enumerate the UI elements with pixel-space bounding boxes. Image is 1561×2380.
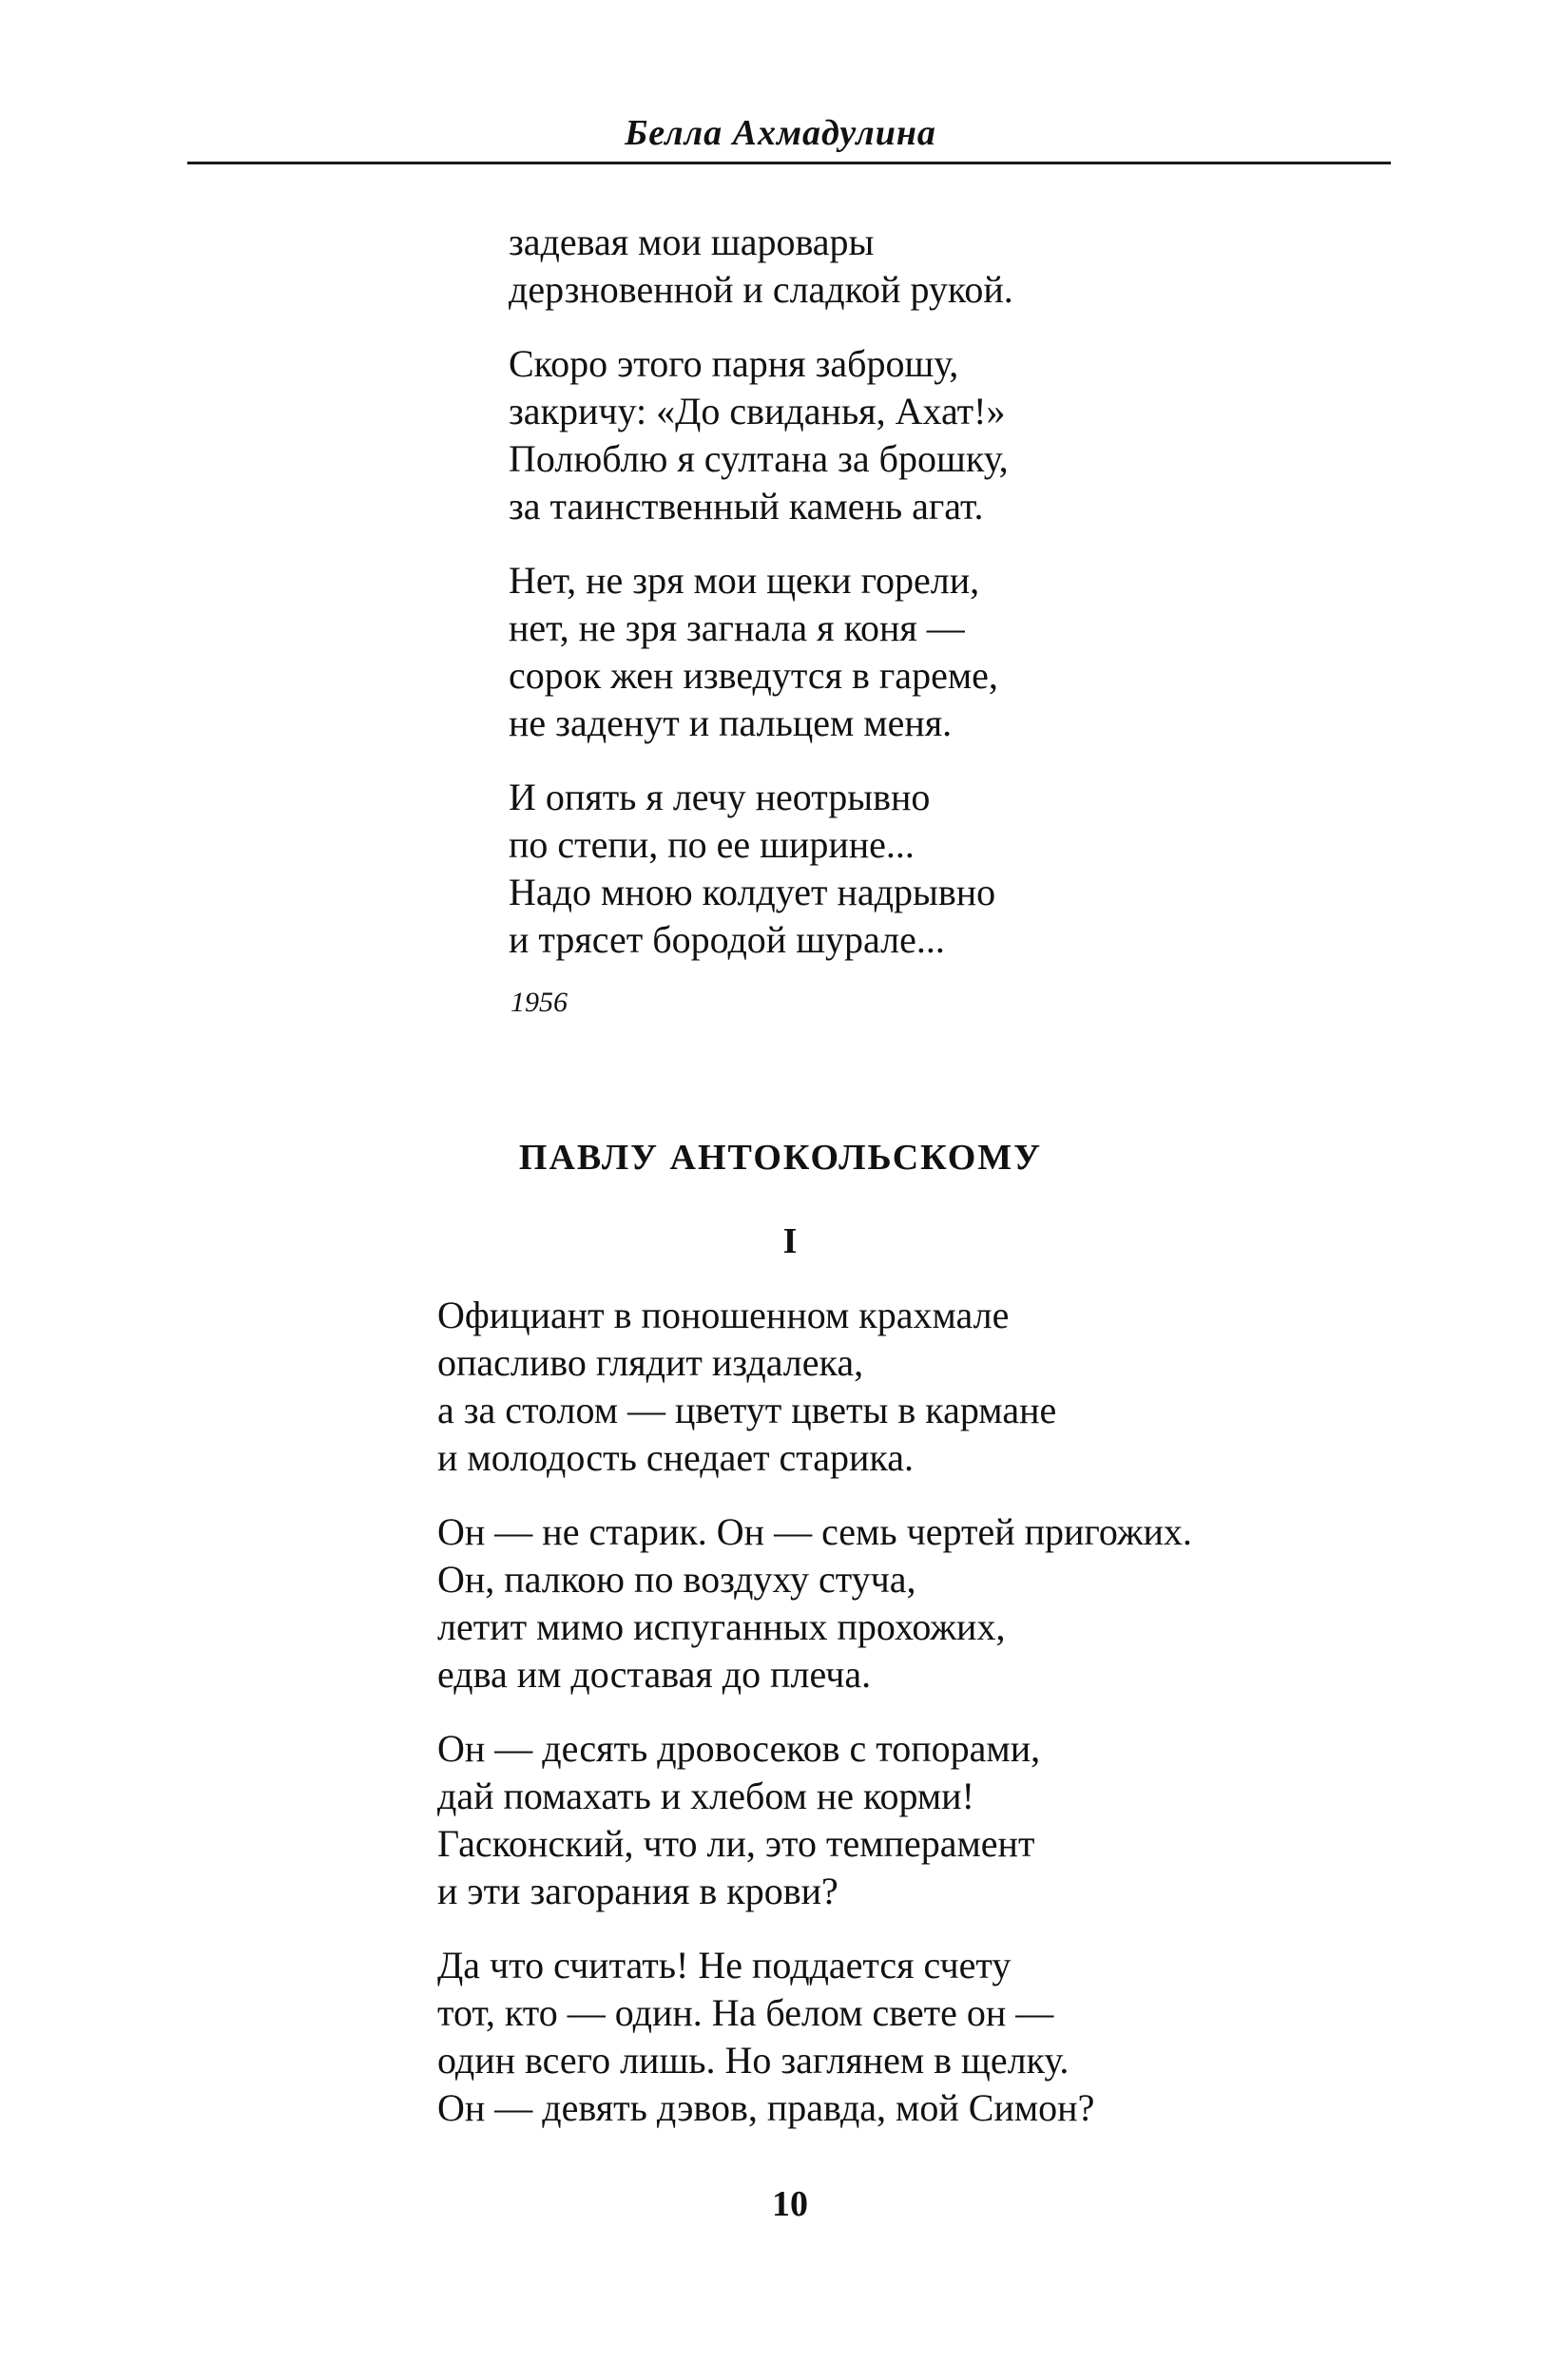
verse-line: летит мимо испуганных прохожих, xyxy=(437,1605,1006,1648)
verse-line: Он — не старик. Он — семь чертей пригожих. xyxy=(437,1510,1192,1553)
verse-line: и молодость снедает старика. xyxy=(437,1436,915,1479)
verse-line: Гасконский, что ли, это темперамент xyxy=(437,1822,1035,1865)
poem-body xyxy=(437,1292,1192,2159)
verse-line: дерзновенной и сладкой рукой. xyxy=(509,268,1013,311)
poem-continuation xyxy=(509,219,1013,990)
verse-line: Он — десять дровосеков с топорами, xyxy=(437,1727,1041,1770)
running-head: Белла Ахмадулина xyxy=(625,113,936,153)
verse-line: едва им доставая до плеча. xyxy=(437,1653,872,1696)
verse-line: за таинственный камень агат. xyxy=(509,485,984,528)
section-number: I xyxy=(782,1221,798,1261)
verse-line: и эти загорания в крови? xyxy=(437,1870,838,1912)
verse-line: Полюблю я султана за брошку, xyxy=(509,437,1009,480)
verse-line: Надо мною колдует надрывно xyxy=(509,871,996,913)
stanza xyxy=(509,774,1013,964)
stanza xyxy=(509,219,1013,314)
verse-line: сорок жен изведутся в гареме, xyxy=(509,654,998,697)
verse-line: Он — девять дэвов, правда, мой Симон? xyxy=(437,2086,1095,2129)
stanza xyxy=(509,340,1013,530)
verse-line: И опять я лечу неотрывно xyxy=(509,776,931,818)
stanza xyxy=(437,1725,1192,1915)
stanza xyxy=(437,1942,1192,2132)
header-rule xyxy=(187,162,1391,164)
verse-line: задевая мои шаровары xyxy=(509,221,875,263)
stanza xyxy=(437,1292,1192,1482)
poem-title: ПАВЛУ АНТОКОЛЬСКОМУ xyxy=(518,1138,1043,1178)
verse-line: тот, кто — один. На белом свете он — xyxy=(437,1991,1054,2034)
verse-line: а за столом — цветут цветы в кармане xyxy=(437,1389,1057,1431)
stanza xyxy=(509,557,1013,747)
verse-line: Он, палкою по воздуху стуча, xyxy=(437,1558,916,1601)
page-number: 10 xyxy=(772,2184,808,2224)
verse-line: Скоро этого парня заброшу, xyxy=(509,342,959,385)
verse-line: закричу: «До свиданья, Ахат!» xyxy=(509,390,1006,432)
verse-line: и трясет бородой шурале... xyxy=(509,918,945,961)
verse-line: Нет, не зря мои щеки горели, xyxy=(509,559,980,602)
poem-date: 1956 xyxy=(511,987,568,1018)
stanza xyxy=(437,1508,1192,1699)
verse-line: дай помахать и хлебом не корми! xyxy=(437,1775,974,1817)
verse-line: опасливо глядит издалека, xyxy=(437,1341,864,1384)
verse-line: нет, не зря загнала я коня — xyxy=(509,606,965,649)
verse-line: Официант в поношенном крахмале xyxy=(437,1294,1010,1336)
verse-line: не заденут и пальцем меня. xyxy=(509,701,953,744)
verse-line: один всего лишь. Но заглянем в щелку. xyxy=(437,2039,1070,2082)
verse-line: по степи, по ее ширине... xyxy=(509,823,915,866)
verse-line: Да что считать! Не поддается счету xyxy=(437,1944,1012,1987)
